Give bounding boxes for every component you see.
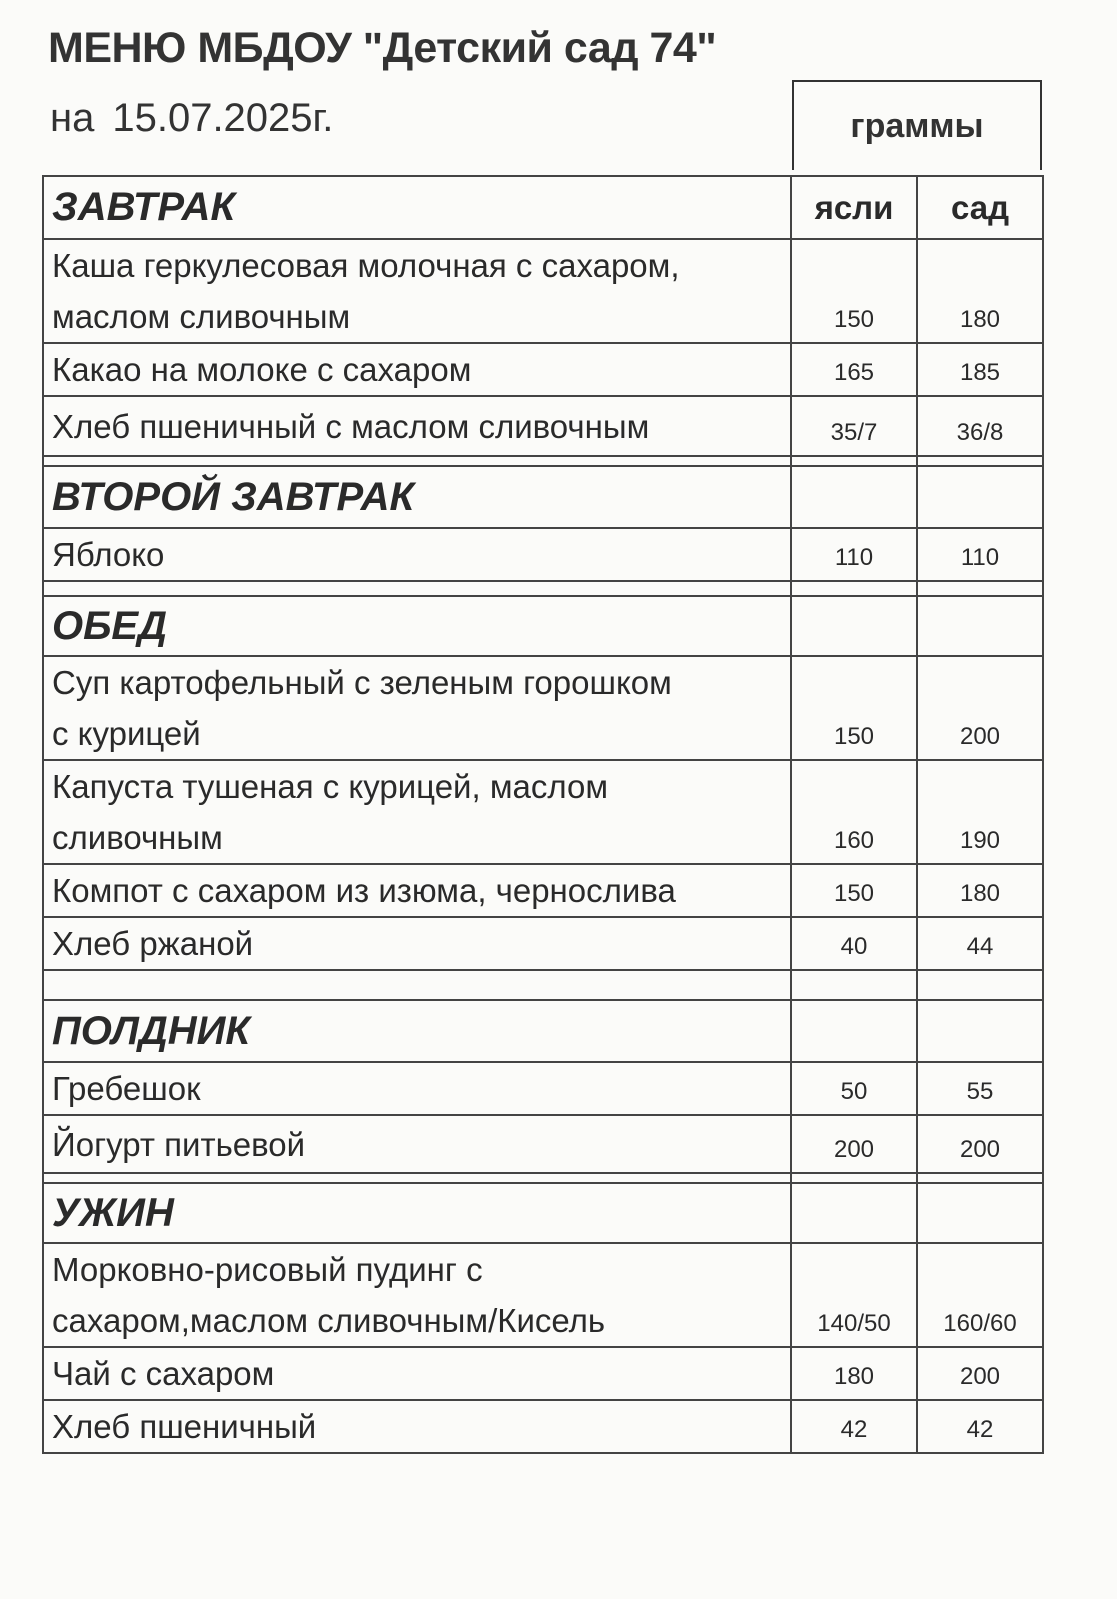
garden-grams: 190 [917,760,1043,864]
dish-name: Яблоко [43,528,791,581]
spacer-row [43,456,1043,466]
table-row [43,1400,1043,1453]
garden-grams: 42 [917,1400,1043,1453]
nursery-grams: 42 [791,1400,917,1453]
nursery-grams: 40 [791,917,917,970]
grams-header: граммы [792,80,1042,170]
spacer-row [43,1173,1043,1183]
dish-name: Морковно-рисовый пудинг с сахаром,маслом сливочным/Кисель [43,1243,791,1347]
nursery-grams: 50 [791,1062,917,1115]
garden-grams: 200 [917,1347,1043,1400]
menu-date-line [50,96,333,141]
column-header-garden: сад [917,176,1043,239]
table-row [43,528,1043,581]
table-row [43,917,1043,970]
table-row [43,239,1043,343]
dish-name: Компот с сахаром из изюма, чернослива [43,864,791,917]
nursery-grams: 200 [791,1115,917,1173]
section-title-dinner: УЖИН [43,1183,791,1243]
garden-grams: 55 [917,1062,1043,1115]
garden-grams: 200 [917,656,1043,760]
spacer-row [43,581,1043,596]
nursery-grams: 150 [791,239,917,343]
garden-grams: 200 [917,1115,1043,1173]
garden-grams: 160/60 [917,1243,1043,1347]
garden-grams: 36/8 [917,396,1043,456]
nursery-grams: 150 [791,864,917,917]
table-row [43,760,1043,864]
section-title-breakfast: ЗАВТРАК [43,176,791,239]
table-row [43,1243,1043,1347]
section-title-lunch: ОБЕД [43,596,791,656]
section-title-second-breakfast: ВТОРОЙ ЗАВТРАК [43,466,791,528]
section-row-second-breakfast [43,466,1043,528]
section-row-dinner [43,1183,1043,1243]
table-row [43,864,1043,917]
nursery-grams: 140/50 [791,1243,917,1347]
garden-grams: 110 [917,528,1043,581]
dish-name: Какао на молоке с сахаром [43,343,791,396]
nursery-grams: 35/7 [791,396,917,456]
table-row [43,1347,1043,1400]
section-row-snack [43,1000,1043,1062]
dish-name: Чай с сахаром [43,1347,791,1400]
garden-grams: 185 [917,343,1043,396]
table-row [43,396,1043,456]
dish-name: Хлеб ржаной [43,917,791,970]
nursery-grams: 150 [791,656,917,760]
menu-table [42,175,1044,1454]
column-header-nursery: ясли [791,176,917,239]
date-prefix: на [50,96,95,140]
menu-date: 15.07.2025г. [112,96,334,140]
section-row-lunch [43,596,1043,656]
section-row-breakfast [43,176,1043,239]
table-row [43,1062,1043,1115]
section-title-snack: ПОЛДНИК [43,1000,791,1062]
dish-name: Гребешок [43,1062,791,1115]
dish-name: Йогурт питьевой [43,1115,791,1173]
garden-grams: 180 [917,239,1043,343]
nursery-grams: 110 [791,528,917,581]
dish-name: Суп картофельный с зеленым горошком с курицей [43,656,791,760]
dish-name: Капуста тушеная с курицей, маслом сливочным [43,760,791,864]
garden-grams: 44 [917,917,1043,970]
table-row [43,656,1043,760]
dish-name: Хлеб пшеничный [43,1400,791,1453]
table-row [43,343,1043,396]
dish-name: Хлеб пшеничный с маслом сливочным [43,396,791,456]
spacer-row [43,970,1043,1000]
nursery-grams: 165 [791,343,917,396]
menu-title: МЕНЮ МБДОУ "Детский сад 74" [48,24,717,72]
table-row [43,1115,1043,1173]
dish-name: Каша геркулесовая молочная с сахаром, маслом сливочным [43,239,791,343]
nursery-grams: 180 [791,1347,917,1400]
nursery-grams: 160 [791,760,917,864]
garden-grams: 180 [917,864,1043,917]
